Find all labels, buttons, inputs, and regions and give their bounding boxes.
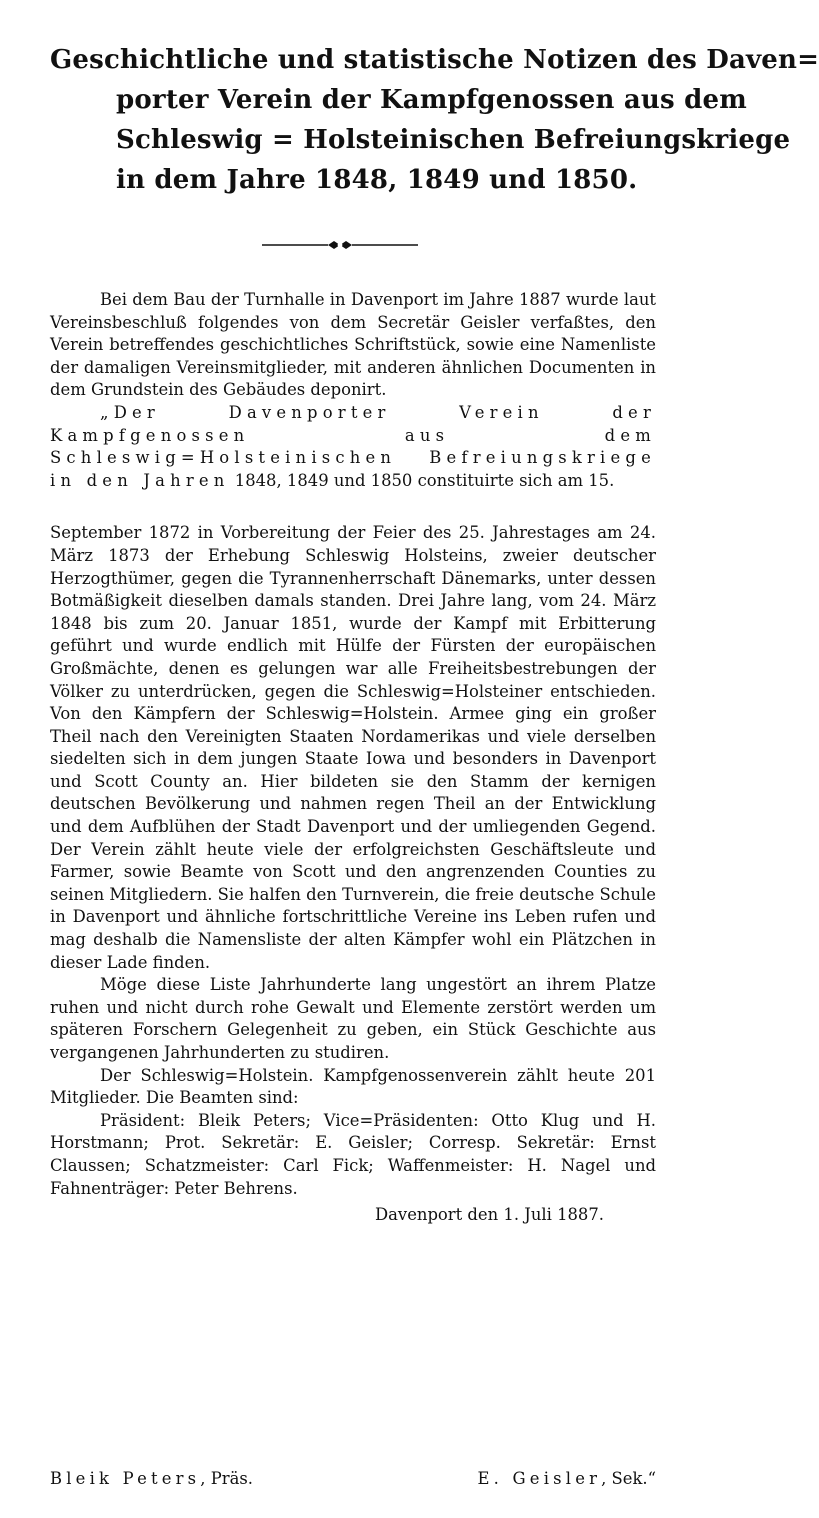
paragraph-wish: Möge diese Liste Jahrhunderte lang ungestört an ihrem Platze ruhen und nicht durch rohe Gewalt und Elemente zerstört werden um späteren Forschern Gelegenheit zu geben, ein Stück Geschichte aus vergangenen Jahrhunderten zu studiren. <box>50 975 656 1062</box>
dateline: Davenport den 1. Juli 1887. <box>375 1205 604 1225</box>
signatures <box>50 1468 656 1490</box>
quote-text: 1848, 1849 und 1850 constituirte sich am 15. <box>229 470 615 490</box>
document-body <box>50 289 656 1227</box>
title-line: porter Verein der Kampfgenossen aus dem <box>116 85 747 115</box>
ornamental-divider <box>262 237 418 253</box>
title-line: Schleswig = Holsteinischen Befreiungskriege <box>116 125 791 155</box>
paragraph-quote <box>50 402 656 492</box>
paragraph-intro: Bei dem Bau der Turnhalle in Davenport im Jahre 1887 wurde laut Vereinsbeschluß folgendes von dem Secretär Geisler verfaßtes, den Verein betreffendes geschichtliches Schriftstück, sowie eine Namenliste der damaligen Vereinsmitglieder, mit anderen ähnlichen Documenten in dem Grundstein des Gebäudes deponirt. <box>50 290 656 400</box>
paragraph-gap <box>50 492 656 522</box>
paragraph-officers: Präsident: Bleik Peters; Vice=Präsidenten: Otto Klug und H. Horstmann; Prot. Sekretär: E. Geisler; Corresp. Sekretär: Ernst Claussen; Schatzmeister: Carl Fick; Waffenmeister: H. Nagel und Fahnenträger: Peter Behrens. <box>50 1110 656 1198</box>
signature-secretary-title: , Sek.“ <box>601 1469 656 1488</box>
quote-spaced-text: „Der Davenporter Verein der Kampfgenossen aus dem Schleswig=Holsteinischen Befreiungskriege in den Jahren <box>50 402 656 490</box>
signature-president-title: , Präs. <box>200 1469 253 1488</box>
signature-secretary-name: E. Geisler <box>477 1469 602 1488</box>
signature-president <box>50 1468 253 1490</box>
paragraph-members: Der Schleswig=Holstein. Kampfgenossenverein zählt heute 201 Mitglieder. Die Beamten sind: <box>50 1065 656 1108</box>
signature-secretary <box>478 1468 656 1490</box>
paragraph-history: September 1872 in Vorbereitung der Feier des 25. Jahrestages am 24. März 1873 der Erhebung Schleswig Holsteins, zweier deutscher Herzogthümer, gegen die Tyrannenherrschaft Dänemarks, unter dessen Botmäßigkeit dieselben damals standen. Drei Jahre lang, vom 24. März 1848 bis zum 20. Januar 1851, wurde der Kampf mit Erbitterung geführt und wurde endlich mit Hülfe der Fürsten der europäischen Großmächte, denen es gelungen war alle Freiheitsbestrebungen der Völker zu unterdrücken, gegen die Schleswig=Holsteiner entschieden. Von den Kämpfern der Schleswig=Holstein. Armee ging ein großer Theil nach den Vereinigten Staaten Nordamerikas und viele derselben siedelten sich in dem jungen Staate Iowa und besonders in Davenport und Scott County an. Hier bildeten sie den Stamm der kernigen deutschen Bevölkerung und nahmen regen Theil an der Entwicklung und dem Aufblühen der Stadt Davenport und der umliegenden Gegend. Der Verein zählt heute viele der erfolgreichsten Geschäftsleute und Farmer, sowie Beamte von Scott und den angrenzenden Counties zu seinen Mitgliedern. Sie halfen den Turnverein, die freie deutsche Schule in Davenport und ähnliche fortschrittliche Vereine ins Leben rufen und mag deshalb die Namensliste der alten Kämpfer wohl ein Plätzchen in dieser Lade finden. <box>50 523 656 972</box>
signature-president-name: Bleik Peters <box>50 1469 201 1488</box>
title-line: in dem Jahre 1848, 1849 und 1850. <box>116 165 638 195</box>
document-title <box>50 40 819 200</box>
title-line: Geschichtliche und statistische Notizen des Daven= <box>50 45 819 75</box>
